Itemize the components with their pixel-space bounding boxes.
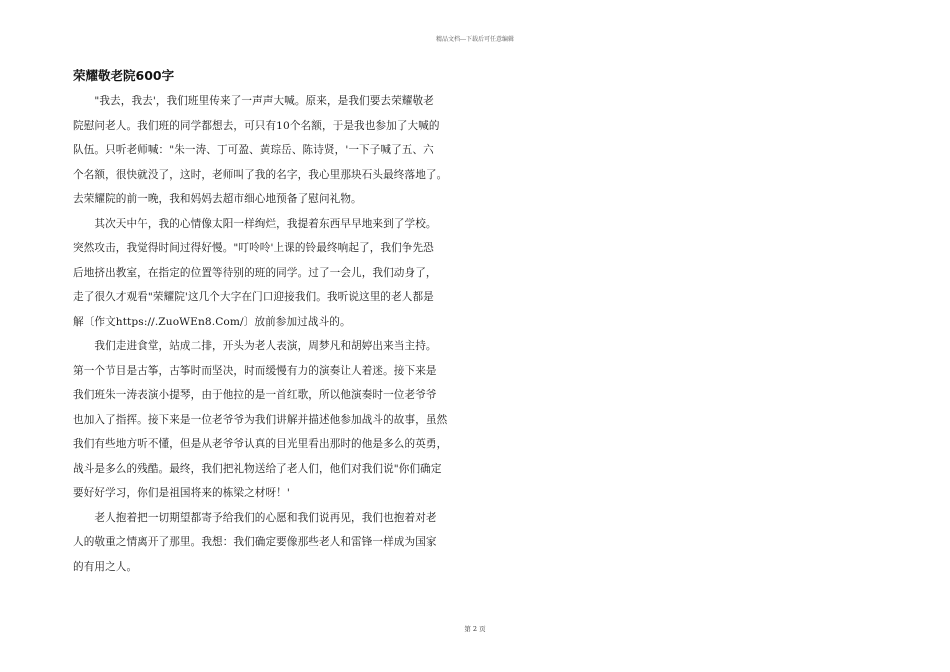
text-line: 的有用之人。: [73, 560, 138, 573]
text-line: 要好好学习，你们是祖国将来的栋梁之材呀！': [73, 487, 290, 499]
essay-body: [73, 89, 463, 579]
text-line: 走了很久才观看"荣耀院'这几个大字在门口迎接我们。我听说这里的老人都是: [73, 291, 434, 303]
page-header: 精品文档---下载后可任意编辑: [435, 36, 515, 43]
text-line: 我们班朱一涛表演小提琴，由于他拉的是一首红歌，所以他演奏时一位老爷爷: [73, 389, 437, 401]
text-line: 解〔作文https://.ZuoWEn8.Com/〕放前参加过战斗的。: [73, 315, 351, 328]
text-line: 我们有些地方听不懂，但是从老爷爷认真的目光里看出那时的他是多么的英勇，: [73, 438, 448, 450]
text-line: 去荣耀院的前一晚，我和妈妈去超市细心地预备了慰问礼物。: [73, 193, 362, 205]
text-line: 我们走进食堂，站成二排，开头为老人表演，周梦凡和胡婷出来当主持。: [73, 340, 437, 352]
text-line: 人的敬重之情离开了那里。我想：我们确定要像那些老人和雷锋一样成为国家: [73, 536, 437, 548]
document-title: 荣耀敬老院600字: [73, 68, 175, 83]
text-line: 第一个节目是古筝，古筝时而坚决，时而缓慢有力的演奏让人着迷。接下来是: [73, 364, 437, 377]
text-line: 队伍。只听老师喊："朱一涛、丁可盈、黄琮岳、陈诗贤，'一下子喊了五、六: [73, 144, 434, 156]
page-number: 第 2 页: [464, 625, 486, 633]
text-line: 后地挤出教室，在指定的位置等待别的班的同学。过了一会儿，我们动身了，: [73, 266, 437, 279]
text-line: 老人抱着把一切期望都寄予给我们的心愿和我们说再见，我们也抱着对老: [73, 511, 437, 524]
text-line: 也加入了指挥。接下来是一位老爷爷为我们讲解并描述他参加战斗的故事，虽然: [73, 413, 448, 426]
text-line: 突然攻击，我觉得时间过得好慢。"叮呤呤'上课的铃最终响起了，我们争先恐: [73, 242, 434, 254]
text-line: 个名额，很快就没了，这时，老师叫了我的名字，我心里那块石头最终落地了。: [73, 168, 448, 181]
text-line: 战斗是多么的残酷。最终，我们把礼物送给了老人们，他们对我们说"你们确定: [73, 462, 442, 475]
text-line: "我去，我去'，我们班里传来了一声声大喊。原来，是我们要去荣耀敬老: [73, 95, 434, 107]
text-line: 院慰问老人。我们班的同学都想去，可只有10个名额，于是我也参加了大喊的: [73, 119, 440, 132]
text-line: 其次天中午，我的心情像太阳一样绚烂，我提着东西早早地来到了学校。: [73, 217, 437, 230]
